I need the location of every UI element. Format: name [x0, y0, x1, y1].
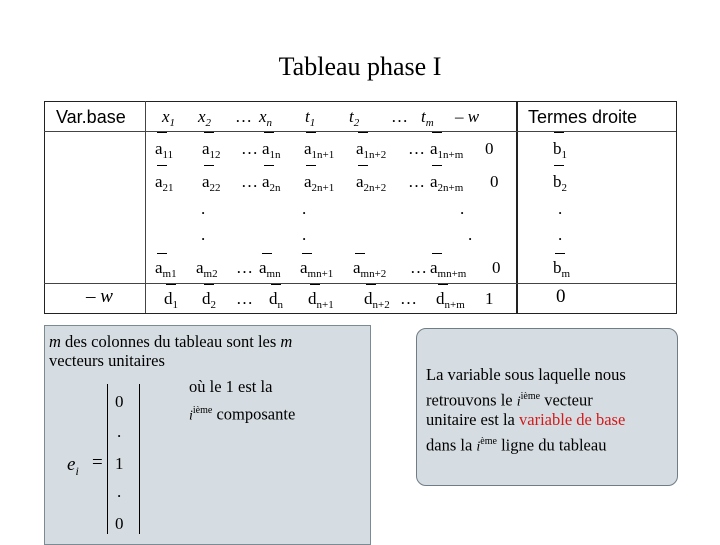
note-position-2: $i^{ième}$ composante	[189, 404, 296, 424]
hdr-t2: $t_2$	[349, 107, 360, 129]
cell-a1n: $a_{1n}$	[262, 139, 281, 161]
cell-a2n2: $a_{2n+2}$	[356, 172, 387, 194]
cell-zero: 0	[492, 258, 501, 277]
cell-dn2: $d_{n+2}$	[364, 289, 390, 311]
cell-bm: $b_m$	[553, 258, 571, 280]
cell-a1n2: $a_{1n+2}$	[356, 139, 387, 161]
cell-dots2: …	[410, 258, 427, 277]
cell-d1: $d_1$	[164, 289, 178, 311]
cell-dnm: $d_{n+m}$	[436, 289, 465, 311]
cell-dots: …	[236, 289, 253, 308]
vertical-divider-left	[145, 101, 146, 313]
page-title: Tableau phase I	[278, 52, 442, 81]
cell-dots: …	[236, 258, 253, 277]
cell-a2n1: $a_{2n+1}$	[304, 172, 335, 194]
cell-dots2: …	[400, 289, 417, 308]
cell-dots2: …	[408, 139, 425, 158]
cell-a2n: $a_{2n}$	[262, 172, 281, 194]
cell-a21: $a_{21}$	[155, 172, 174, 194]
cell-dots: …	[241, 172, 258, 191]
cell-amn1: $a_{mn+1}$	[300, 258, 334, 280]
note-line-4: dans la $i^{ème}$ ligne du tableau	[426, 435, 607, 455]
note-line-1: La variable sous laquelle nous	[426, 365, 626, 384]
hdr-xn: $x_n$	[259, 107, 273, 129]
hdr-minus-w: – w	[455, 107, 480, 126]
cell-b1: $b_1$	[553, 139, 567, 161]
bracket-right	[134, 384, 140, 534]
hdr-dots2: …	[391, 107, 408, 126]
cell-a11: $a_{11}$	[155, 139, 174, 161]
row-label-minus-w: – w	[86, 286, 113, 307]
cell-amn2: $a_{mn+2}$	[353, 258, 387, 280]
note-line-3: unitaire est la variable de base	[426, 410, 626, 429]
note-line-1: m des colonnes du tableau sont les m	[49, 332, 293, 351]
objective-divider	[44, 283, 676, 284]
vertical-divider-right	[516, 101, 518, 313]
hdr-t1: $t_1$	[305, 107, 316, 129]
cell-dn1: $d_{n+1}$	[308, 289, 334, 311]
cell-dots: …	[241, 139, 258, 158]
hdr-tm: $t_m$	[421, 107, 434, 129]
cell-objective-value: 0	[556, 286, 566, 307]
hdr-x1: $x_1$	[162, 107, 176, 129]
note-line-2: vecteurs unitaires	[49, 351, 165, 370]
note-position-1: où le 1 est la	[189, 377, 273, 396]
cell-zero: 0	[485, 139, 494, 158]
cell-zero: 0	[490, 172, 499, 191]
highlight-variable-de-base: variable de base	[519, 410, 626, 429]
cell-a1n1: $a_{1n+1}$	[304, 139, 335, 161]
equals-sign: =	[92, 452, 103, 473]
cell-a1nm: $a_{1n+m}$	[430, 139, 464, 161]
cell-amnm: $a_{mn+m}$	[430, 258, 467, 280]
cell-a12: $a_{12}$	[202, 139, 221, 161]
cell-d2: $d_2$	[202, 289, 216, 311]
bracket-left	[107, 384, 113, 534]
cell-b2: $b_2$	[553, 172, 567, 194]
cell-one: 1	[485, 289, 494, 308]
hdr-dots: …	[235, 107, 252, 126]
hdr-x2: $x_2$	[198, 107, 212, 129]
basic-variable-note	[416, 328, 678, 486]
cell-amn: $a_{mn}$	[259, 258, 281, 280]
unit-vectors-note: m des colonnes du tableau sont les m vecteurs unitaires où le 1 est la $i^{ième}$ composante $e_i$ = 0 . 1 . 0	[44, 325, 371, 545]
header-var-base: Var.base	[56, 107, 126, 127]
cell-am1: $a_{m1}$	[155, 258, 177, 280]
cell-dots2: …	[408, 172, 425, 191]
cell-a2nm: $a_{2n+m}$	[430, 172, 464, 194]
note-line-2: retrouvons le $i^{ième}$ vecteur	[426, 390, 593, 410]
ei-symbol: $e_i$	[67, 454, 79, 478]
cell-dn: $d_n$	[269, 289, 283, 311]
cell-am2: $a_{m2}$	[196, 258, 218, 280]
header-termes-droite: Termes droite	[528, 107, 638, 127]
cell-a22: $a_{22}$	[202, 172, 221, 194]
